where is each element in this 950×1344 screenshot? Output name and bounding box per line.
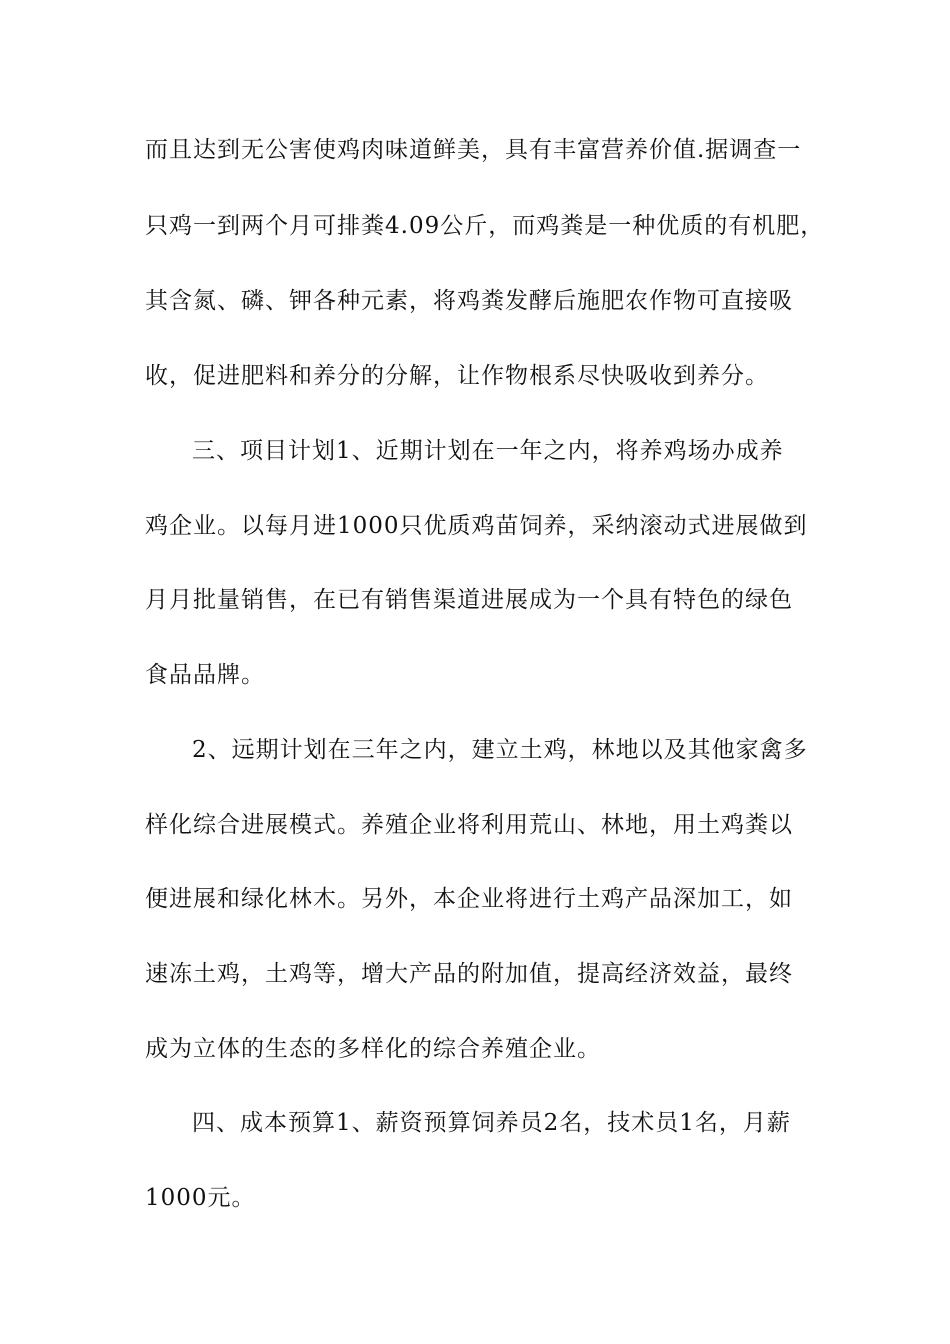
text-line: 1000元。 xyxy=(145,1185,256,1211)
text-line: 只鸡一到两个月可排粪4.09公斤，而鸡粪是一种优质的有机肥， xyxy=(145,213,825,239)
text-line: 而且达到无公害使鸡肉味道鲜美，具有丰富营养价值.据调查一 xyxy=(145,137,802,163)
text-line: 成为立体的生态的多样化的综合养殖企业。 xyxy=(145,1036,601,1062)
text-line: 便进展和绿化林木。另外，本企业将进行土鸡产品深加工，如 xyxy=(145,886,793,912)
text-line: 其含氮、磷、钾各种元素，将鸡粪发酵后施肥农作物可直接吸 xyxy=(145,288,793,314)
text-line: 鸡企业。以每月进1000只优质鸡苗饲养，采纳滚动式进展做到 xyxy=(145,513,808,539)
text-line: 收，促进肥料和养分的分解，让作物根系尽快吸收到养分。 xyxy=(145,363,769,389)
text-line: 三、项目计划1、近期计划在一年之内，将养鸡场办成养 xyxy=(192,438,784,464)
text-line: 速冻土鸡，土鸡等，增大产品的附加值，提高经济效益，最终 xyxy=(145,961,793,987)
text-line: 月月批量销售，在已有销售渠道进展成为一个具有特色的绿色 xyxy=(145,587,793,613)
text-line: 2、远期计划在三年之内，建立土鸡，林地以及其他家禽多 xyxy=(192,737,808,763)
text-line: 食品品牌。 xyxy=(145,662,265,688)
text-line: 样化综合进展模式。养殖企业将利用荒山、林地，用土鸡粪以 xyxy=(145,812,793,838)
text-line: 四、成本预算1、薪资预算饲养员2名，技术员1名，月薪 xyxy=(192,1110,791,1136)
